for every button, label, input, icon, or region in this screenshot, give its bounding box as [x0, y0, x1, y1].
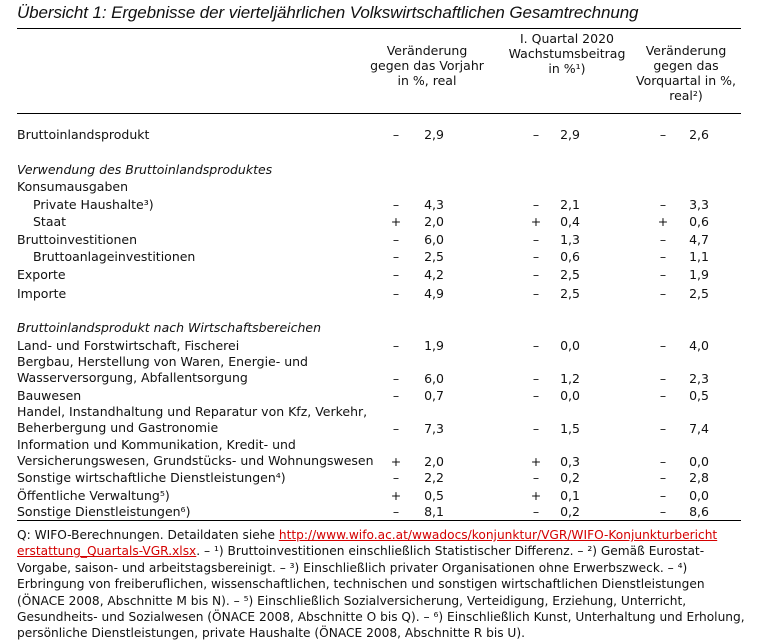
- value-sign: –: [659, 470, 667, 485]
- value-number: 0,2: [560, 504, 580, 519]
- row-label: [17, 437, 374, 469]
- row-label: [17, 387, 81, 404]
- value-number: 1,3: [560, 232, 580, 247]
- value-sign: –: [532, 421, 540, 436]
- value-number: 4,2: [424, 267, 444, 282]
- row-label-line: Bruttoinlandsprodukt nach Wirtschaftsbereichen: [17, 320, 322, 335]
- row-label-line: Verwendung des Bruttoinlandsproduktes: [17, 162, 273, 177]
- value-number: 1,2: [560, 371, 580, 386]
- row-label: [17, 487, 170, 504]
- value-number: 0,3: [560, 454, 580, 469]
- value-sign: –: [532, 470, 540, 485]
- column-header-line: Vorquartal in %,: [635, 73, 737, 88]
- value-number: 0,7: [424, 388, 444, 403]
- value-number: 0,2: [560, 470, 580, 485]
- row-label: [17, 319, 321, 336]
- value-number: 8,1: [424, 504, 444, 519]
- value-sign: –: [659, 421, 667, 436]
- value-number: 2,1: [560, 197, 580, 212]
- row-label: [33, 248, 195, 265]
- value-number: 0,5: [689, 388, 709, 403]
- value-number: 7,4: [689, 421, 709, 436]
- column-header-line: Veränderung: [386, 43, 468, 58]
- value-sign: +: [390, 214, 402, 229]
- value-number: 1,9: [424, 338, 444, 353]
- table-title: Übersicht 1: Ergebnisse der vierteljährlichen Volkswirtschaftlichen Gesamtrechnung: [17, 3, 639, 22]
- value-number: 2,5: [689, 286, 709, 301]
- bottom-rule: [17, 520, 741, 521]
- column-header-line: in %¹): [548, 61, 586, 76]
- row-label: [17, 469, 286, 486]
- value-sign: –: [532, 127, 540, 142]
- column-header-line: I. Quartal 2020: [519, 31, 614, 46]
- value-number: 2,3: [689, 371, 709, 386]
- value-number: 0,6: [689, 214, 709, 229]
- column-header-line: in %, real: [397, 73, 457, 88]
- value-sign: –: [532, 388, 540, 403]
- row-label: [17, 161, 272, 178]
- value-sign: –: [532, 371, 540, 386]
- value-sign: +: [390, 488, 402, 503]
- value-number: 1,1: [689, 249, 709, 264]
- value-number: 7,3: [424, 421, 444, 436]
- row-label-line: Sonstige Dienstleistungen⁶): [17, 504, 191, 519]
- value-sign: –: [532, 249, 540, 264]
- value-sign: –: [659, 371, 667, 386]
- value-number: 1,5: [560, 421, 580, 436]
- column-header-line: Wachstumsbeitrag: [508, 46, 626, 61]
- row-label: [33, 213, 66, 230]
- value-number: 2,2: [424, 470, 444, 485]
- value-number: 4,3: [424, 197, 444, 212]
- value-sign: –: [532, 267, 540, 282]
- header-rule: [17, 113, 741, 114]
- value-sign: –: [392, 249, 400, 264]
- value-sign: –: [659, 454, 667, 469]
- row-label-line: Bruttoanlageinvestitionen: [33, 249, 196, 264]
- value-sign: +: [657, 214, 669, 229]
- value-sign: –: [392, 470, 400, 485]
- value-sign: –: [392, 421, 400, 436]
- row-label: [17, 337, 239, 354]
- value-number: 2,9: [424, 127, 444, 142]
- row-label-line: Land- und Forstwirtschaft, Fischerei: [17, 338, 240, 353]
- value-sign: –: [659, 197, 667, 212]
- column-header-line: Veränderung: [645, 43, 727, 58]
- value-number: 0,4: [560, 214, 580, 229]
- row-label-line: Wasserversorgung, Abfallentsorgung: [17, 370, 248, 385]
- row-label-line: Bauwesen: [17, 388, 82, 403]
- value-sign: –: [532, 338, 540, 353]
- value-sign: –: [392, 267, 400, 282]
- row-label-line: Sonstige wirtschaftliche Dienstleistungen⁴): [17, 470, 286, 485]
- row-label: [17, 178, 128, 195]
- value-sign: –: [659, 232, 667, 247]
- value-sign: –: [659, 338, 667, 353]
- row-label: [17, 266, 66, 283]
- value-sign: –: [392, 371, 400, 386]
- value-sign: –: [532, 232, 540, 247]
- value-number: 4,9: [424, 286, 444, 301]
- value-number: 0,0: [560, 338, 580, 353]
- value-number: 4,0: [689, 338, 709, 353]
- value-number: 2,5: [560, 286, 580, 301]
- value-sign: –: [532, 197, 540, 212]
- row-label: [17, 231, 137, 248]
- value-number: 6,0: [424, 232, 444, 247]
- value-sign: +: [390, 454, 402, 469]
- value-number: 2,5: [424, 249, 444, 264]
- row-label-line: Bergbau, Herstellung von Waren, Energie- und: [17, 354, 308, 369]
- value-number: 0,0: [689, 454, 709, 469]
- row-label: [17, 404, 367, 436]
- row-label-line: Beherbergung und Gastronomie: [17, 420, 219, 435]
- value-number: 0,5: [424, 488, 444, 503]
- value-sign: –: [392, 504, 400, 519]
- value-sign: –: [659, 127, 667, 142]
- column-header-line: gegen das Vorjahr: [370, 58, 484, 73]
- row-label-line: Staat: [33, 214, 67, 229]
- value-sign: –: [392, 232, 400, 247]
- value-number: 2,5: [560, 267, 580, 282]
- row-label-line: Bruttoinvestitionen: [17, 232, 138, 247]
- row-label-line: Handel, Instandhaltung und Reparatur von Kfz, Verkehr,: [17, 404, 368, 419]
- row-label-line: Versicherungswesen, Grundstücks- und Wohnungswesen: [17, 453, 374, 468]
- value-number: 2,6: [689, 127, 709, 142]
- column-header-1: [347, 43, 507, 88]
- value-sign: +: [530, 454, 542, 469]
- value-number: 0,0: [689, 488, 709, 503]
- value-number: 6,0: [424, 371, 444, 386]
- value-number: 3,3: [689, 197, 709, 212]
- value-sign: –: [659, 286, 667, 301]
- source-text: Q: WIFO-Berechnungen. Detaildaten siehe: [17, 528, 279, 542]
- row-label-line: Konsumausgaben: [17, 179, 128, 194]
- value-number: 2,0: [424, 454, 444, 469]
- value-sign: –: [659, 504, 667, 519]
- value-sign: –: [532, 286, 540, 301]
- row-label: [17, 126, 149, 143]
- row-label: [17, 285, 66, 302]
- value-number: 2,8: [689, 470, 709, 485]
- row-label-line: Exporte: [17, 267, 66, 282]
- value-sign: –: [659, 249, 667, 264]
- footnote-text: . – ¹) Bruttoinvestitionen einschließlich Statistischer Differenz. – ²) Gemäß Eurostat-Vorgabe, saison- und arbeitstagsbereinigt. – ³) Einschließlich privater Organisationen ohne Erwerbszweck. – ⁴) Erbringung von freiberuflichen, wissenschaftlichen, technischen und sonstigen wirtschaftlichen Dienstleistungen (ÖNACE 2008, Abschnitte M bis N). – ⁵) Einschließlich Sozialversicherung, Verteidigung, Erziehung, Unterricht, Gesundheits- und Sozialwesen (ÖNACE 2008, Abschnitte O bis Q). – ⁶) Einschließlich Kunst, Unterhaltung und Erholung, persönliche Dienstleistungen, private Haushalte (ÖNACE 2008, Abschnitte R bis U).: [17, 544, 745, 641]
- value-sign: –: [392, 286, 400, 301]
- value-sign: –: [392, 197, 400, 212]
- column-header-line: gegen das: [653, 58, 719, 73]
- value-number: 2,9: [560, 127, 580, 142]
- value-number: 0,0: [560, 388, 580, 403]
- footnotes: [17, 527, 747, 642]
- value-sign: –: [659, 388, 667, 403]
- row-label-line: Bruttoinlandsprodukt: [17, 127, 150, 142]
- value-sign: +: [530, 214, 542, 229]
- value-sign: –: [659, 488, 667, 503]
- row-label-line: Öffentliche Verwaltung⁵): [17, 488, 170, 503]
- row-label: [33, 196, 154, 213]
- value-number: 2,0: [424, 214, 444, 229]
- row-label: [17, 354, 308, 386]
- value-sign: –: [392, 127, 400, 142]
- row-label-line: Information und Kommunikation, Kredit- und: [17, 437, 296, 452]
- column-header-3: [606, 43, 763, 103]
- value-number: 8,6: [689, 504, 709, 519]
- column-header-line: real²): [669, 88, 703, 103]
- data-link[interactable]: http://www.wifo.ac.at/wwadocs/konjunktur/VGR/WIFO-Konjunkturbericht erstattung_Quartals-VGR.xlsx: [17, 528, 718, 559]
- row-label-line: Private Haushalte³): [33, 197, 154, 212]
- value-sign: –: [659, 267, 667, 282]
- top-rule: [17, 28, 741, 29]
- value-sign: –: [532, 504, 540, 519]
- value-number: 0,1: [560, 488, 580, 503]
- value-number: 4,7: [689, 232, 709, 247]
- row-label-line: Importe: [17, 286, 67, 301]
- value-sign: –: [392, 338, 400, 353]
- value-number: 1,9: [689, 267, 709, 282]
- value-number: 0,6: [560, 249, 580, 264]
- value-sign: +: [530, 488, 542, 503]
- value-sign: –: [392, 388, 400, 403]
- row-label: [17, 503, 190, 520]
